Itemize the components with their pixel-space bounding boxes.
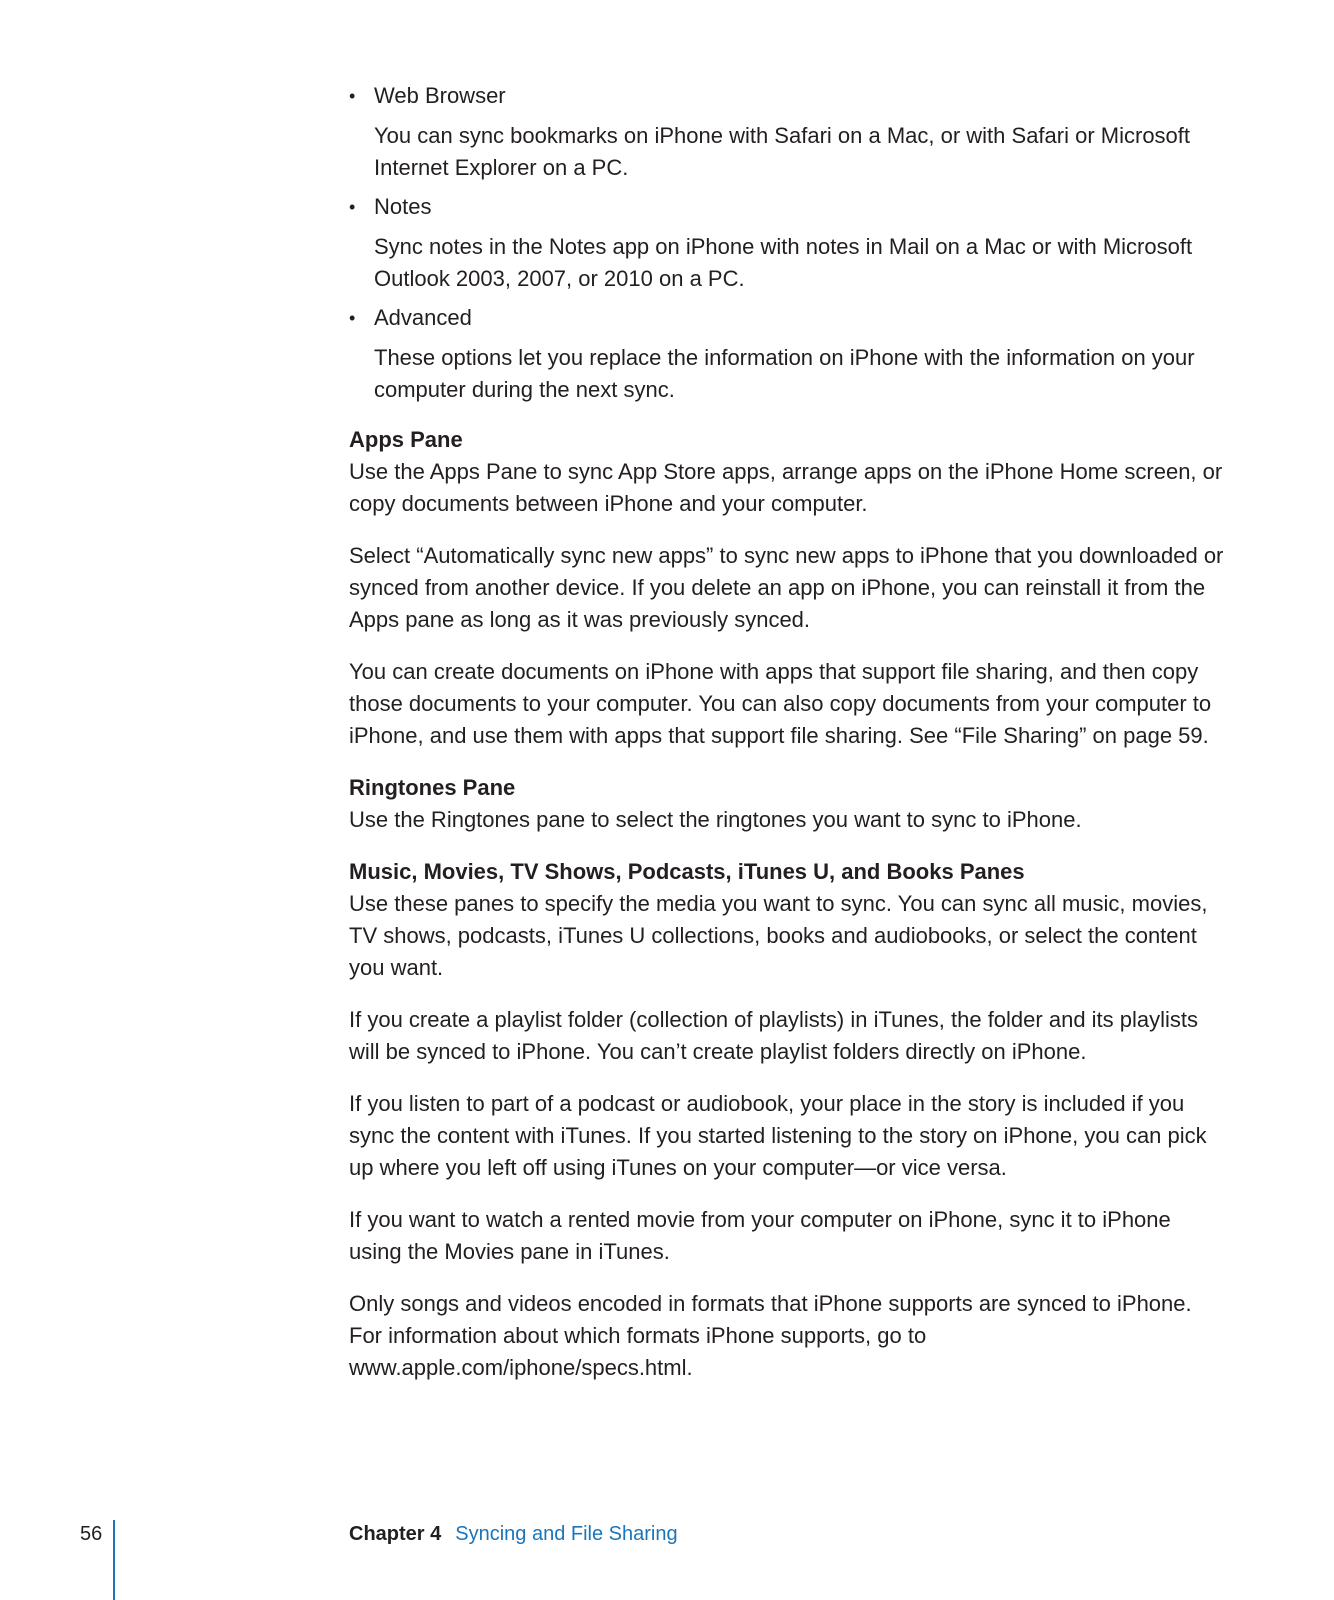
- bullet-item-advanced: [349, 302, 1229, 406]
- bullet-title: Notes: [374, 194, 432, 219]
- paragraph: If you listen to part of a podcast or audiobook, your place in the story is included if you sync the content with iTunes. If you started listening to the story on iPhone, you can pick up where you left off using iTunes on your computer—or vice versa.: [349, 1091, 1207, 1180]
- page-body: [349, 80, 1229, 1404]
- bullet-item-web-browser: [349, 80, 1229, 184]
- section-apps-pane: [349, 424, 1229, 752]
- bullet-dot: •: [349, 308, 356, 328]
- bullet-description: These options let you replace the information on iPhone with the information on your computer during the next sync.: [374, 345, 1195, 402]
- bullet-dot: •: [349, 86, 356, 106]
- chapter-title-link[interactable]: Syncing and File Sharing: [455, 1523, 678, 1545]
- page-number: 56: [80, 1523, 103, 1545]
- bullet-title: Advanced: [374, 305, 472, 330]
- paragraph: If you create a playlist folder (collection of playlists) in iTunes, the folder and its playlists will be synced to iPhone. You can’t create playlist folders directly on iPhone.: [349, 1007, 1199, 1064]
- bullet-item-notes: [349, 191, 1229, 295]
- footer-chapter: [349, 1520, 678, 1548]
- section-media-panes: [349, 856, 1229, 1384]
- paragraph: Use the Ringtones pane to select the ringtones you want to sync to iPhone.: [349, 807, 1082, 832]
- paragraph: You can create documents on iPhone with apps that support file sharing, and then copy those documents to your computer. You can also copy documents from your computer to iPhone, and use them with apps that support file sharing. See “File Sharing” on page 59.: [349, 659, 1212, 748]
- bullet-description: You can sync bookmarks on iPhone with Safari on a Mac, or with Safari or Microsoft Internet Explorer on a PC.: [374, 123, 1191, 180]
- section-heading: Apps Pane: [349, 427, 463, 452]
- paragraph: Use the Apps Pane to sync App Store apps, arrange apps on the iPhone Home screen, or copy documents between iPhone and your computer.: [349, 459, 1223, 516]
- paragraph: Only songs and videos encoded in formats that iPhone supports are synced to iPhone. For information about which formats iPhone supports, go to www.apple.com/iphone/specs.html.: [349, 1291, 1192, 1380]
- paragraph: Use these panes to specify the media you want to sync. You can sync all music, movies, TV shows, podcasts, iTunes U collections, books and audiobooks, or select the content you want.: [349, 891, 1208, 980]
- bullet-description: Sync notes in the Notes app on iPhone with notes in Mail on a Mac or with Microsoft Outlook 2003, 2007, or 2010 on a PC.: [374, 234, 1193, 291]
- bullet-title: Web Browser: [374, 83, 506, 108]
- bullet-dot: •: [349, 197, 356, 217]
- section-ringtones-pane: [349, 772, 1229, 836]
- footer-divider: [113, 1520, 115, 1600]
- paragraph: Select “Automatically sync new apps” to sync new apps to iPhone that you downloaded or synced from another device. If you delete an app on iPhone, you can reinstall it from the Apps pane as long as it was previously synced.: [349, 543, 1224, 632]
- section-heading: Ringtones Pane: [349, 775, 516, 800]
- chapter-label: Chapter 4: [349, 1523, 442, 1545]
- section-heading: Music, Movies, TV Shows, Podcasts, iTunes U, and Books Panes: [349, 859, 1025, 884]
- paragraph: If you want to watch a rented movie from your computer on iPhone, sync it to iPhone using the Movies pane in iTunes.: [349, 1207, 1171, 1264]
